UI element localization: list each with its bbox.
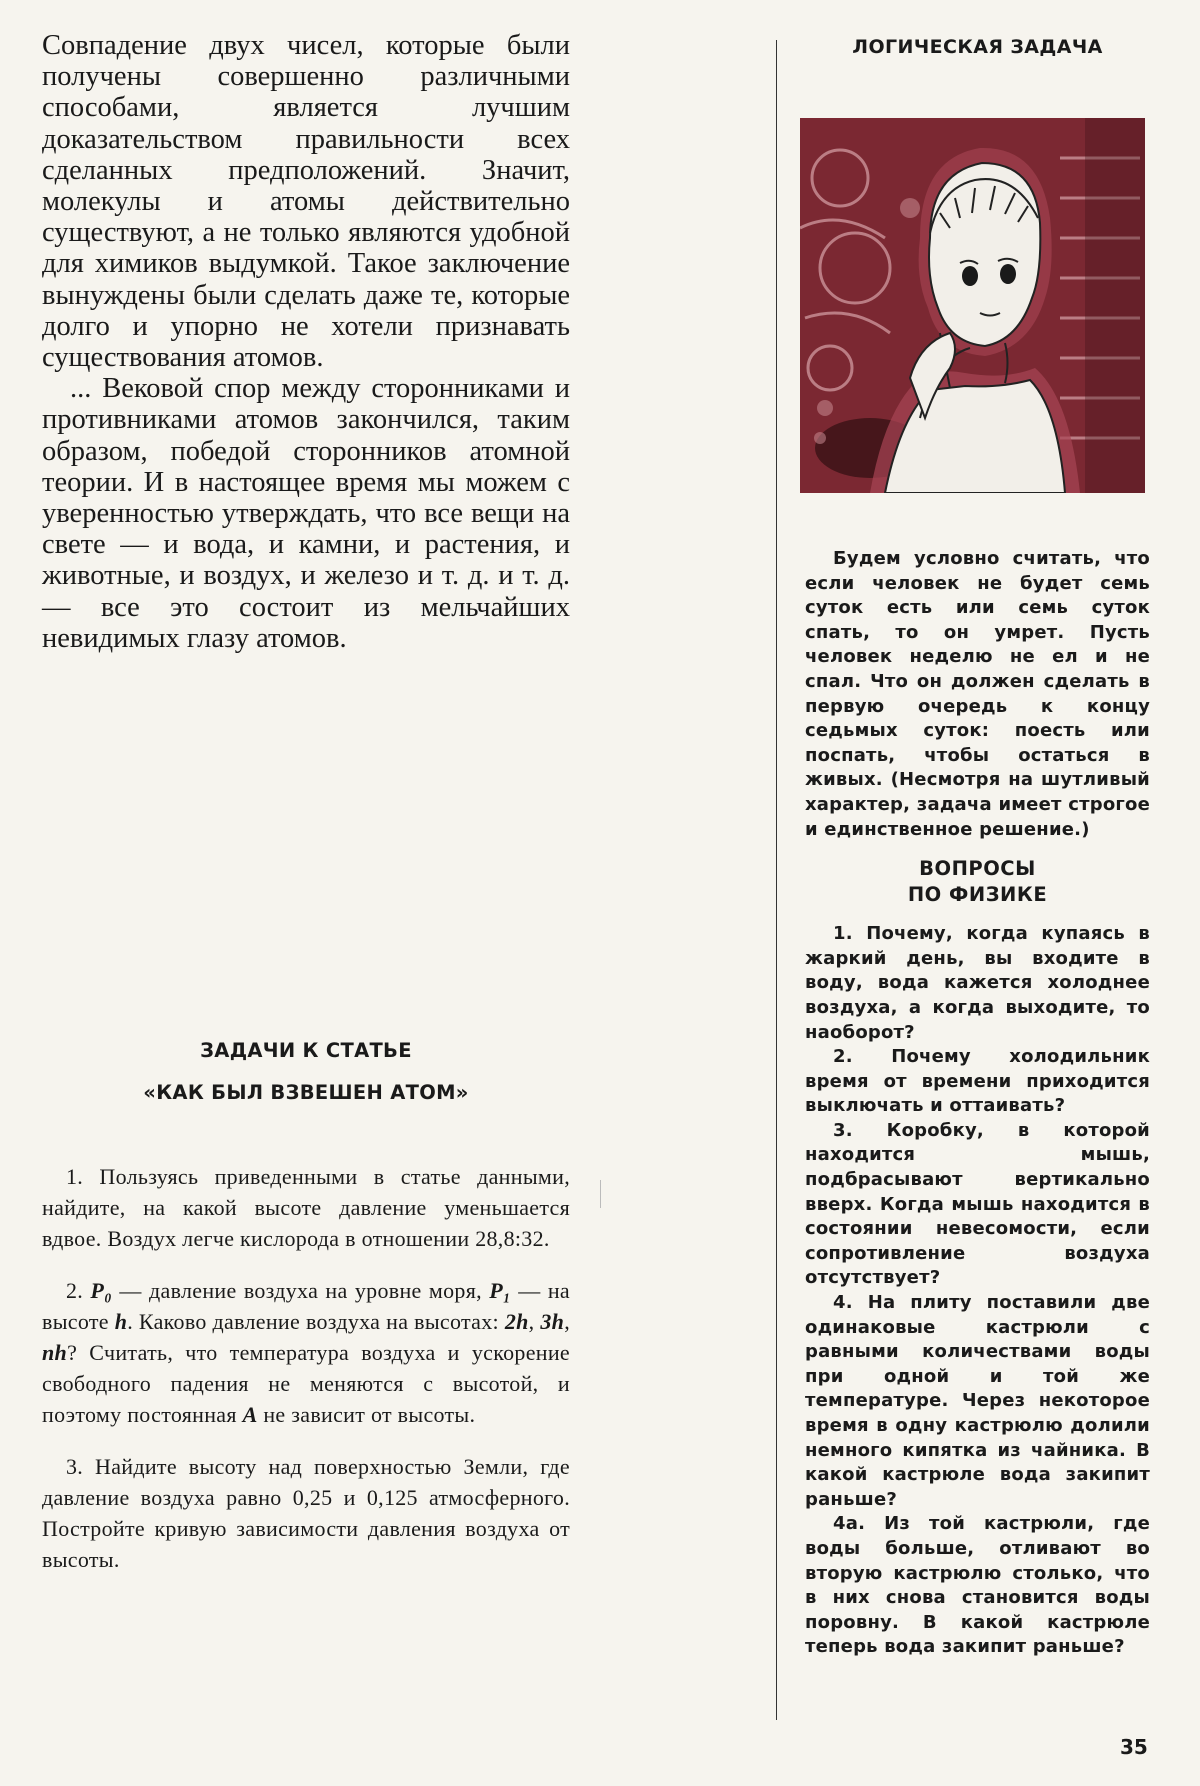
physics-title-line-2: ПО ФИЗИКЕ [907,883,1048,907]
boy-illustration [800,118,1145,493]
problems-title-line-1: ЗАДАЧИ К СТАТЬЕ [200,1039,412,1062]
physics-title-line-1: ВОПРОСЫ [919,857,1036,881]
physics-question-1: 1. Почему, когда купаясь в жаркий день, вы входите в воду, вода кажется холоднее воздуха, а когда выходите, то наоборот? [805,923,1150,1043]
problems-list [42,1162,570,1598]
physics-question-3: 3. Коробку, в которой находится мышь, подбрасывают вертикально вверх. Когда мышь находится в состоянии невесомости, если сопротивление воздуха отсутствует? [805,1119,1150,1289]
physics-title [805,856,1150,908]
logic-text: Будем условно считать, что если человек не будет семь суток есть или семь суток спать, то он умрет. Пусть человек неделю не ел и не спал. Что он должен сделать в первую очередь к концу седьмых суток: поесть или поспать, чтобы остаться в живых. (Несмотря на шутливый характер, задача имеет строгое и единственное решение.) [805,548,1150,840]
physics-question-2: 2. Почему холодильник время от времени приходится выключать и оттаивать? [805,1046,1150,1117]
intro-paragraph-2: ... Вековой спор между сторонниками и противниками атомов закончился, таким образом, победой сторонников атомной теории. И в настоящее время мы можем с уверенностью утверждать, что все вещи на свете — и вода, и камни, и растения, и животные, и воздух, и железо и т. д. и т. д.— все это состоит из мельчайших невидимых глазу атомов. [42,373,570,654]
problem-3: 3. Найдите высоту над поверхностью Земли, где давление воздуха равно 0,25 и 0,125 атмосферного. Постройте кривую зависимости давления воздуха от высоты. [42,1454,570,1572]
problem-1: 1. Пользуясь приведенными в статье данными, найдите, на какой высоте давление уменьшается вдвое. Воздух легче кислорода в отношении 28,8:32. [42,1164,570,1251]
faint-mark [600,1180,601,1208]
page-number: 35 [1120,1735,1148,1759]
problems-title-line-2: «КАК БЫЛ ВЗВЕШЕН АТОМ» [143,1081,469,1104]
column-divider [776,40,777,1720]
right-column [805,30,1150,1658]
physics-question-4a: 4а. Из той кастрюли, где воды больше, отливают во вторую кастрюлю столько, что в них снова становится воды поровну. В какой кастрюле теперь вода закипит раньше? [805,1513,1150,1658]
problems-title [42,1030,570,1114]
right-text [805,547,1150,1660]
physics-question-4: 4. На плиту поставили две одинаковые кастрюли с равными количествами воды при одной и той же температуре. Через некоторое время в одну кастрюлю долили немного кипятка из чайника. В какой кастрюле вода закипит раньше? [805,1292,1150,1510]
problem-2: 2. P₀ — давление воздуха на уровне моря, P₁ — на высоте h. Каково давление воздуха на высотах: 2h, 3h, nh? Считать, что температура воздуха и ускорение свободного падения не меняются с высотой, и поэтому постоянная A не зависит от высоты. [42,1278,571,1427]
intro-paragraph-1: Совпадение двух чисел, которые были получены совершенно различными способами, является лучшим доказательством правильности всех сделанных предположений. Значит, молекулы и атомы действительно существуют, а не только являются удобной для химиков выдумкой. Такое заключение вынуждены были сделать даже те, которые долго и упорно не хотели признавать существования атомов. [42,30,570,374]
intro-text [42,30,570,654]
logic-title: ЛОГИЧЕСКАЯ ЗАДАЧА [852,36,1103,58]
